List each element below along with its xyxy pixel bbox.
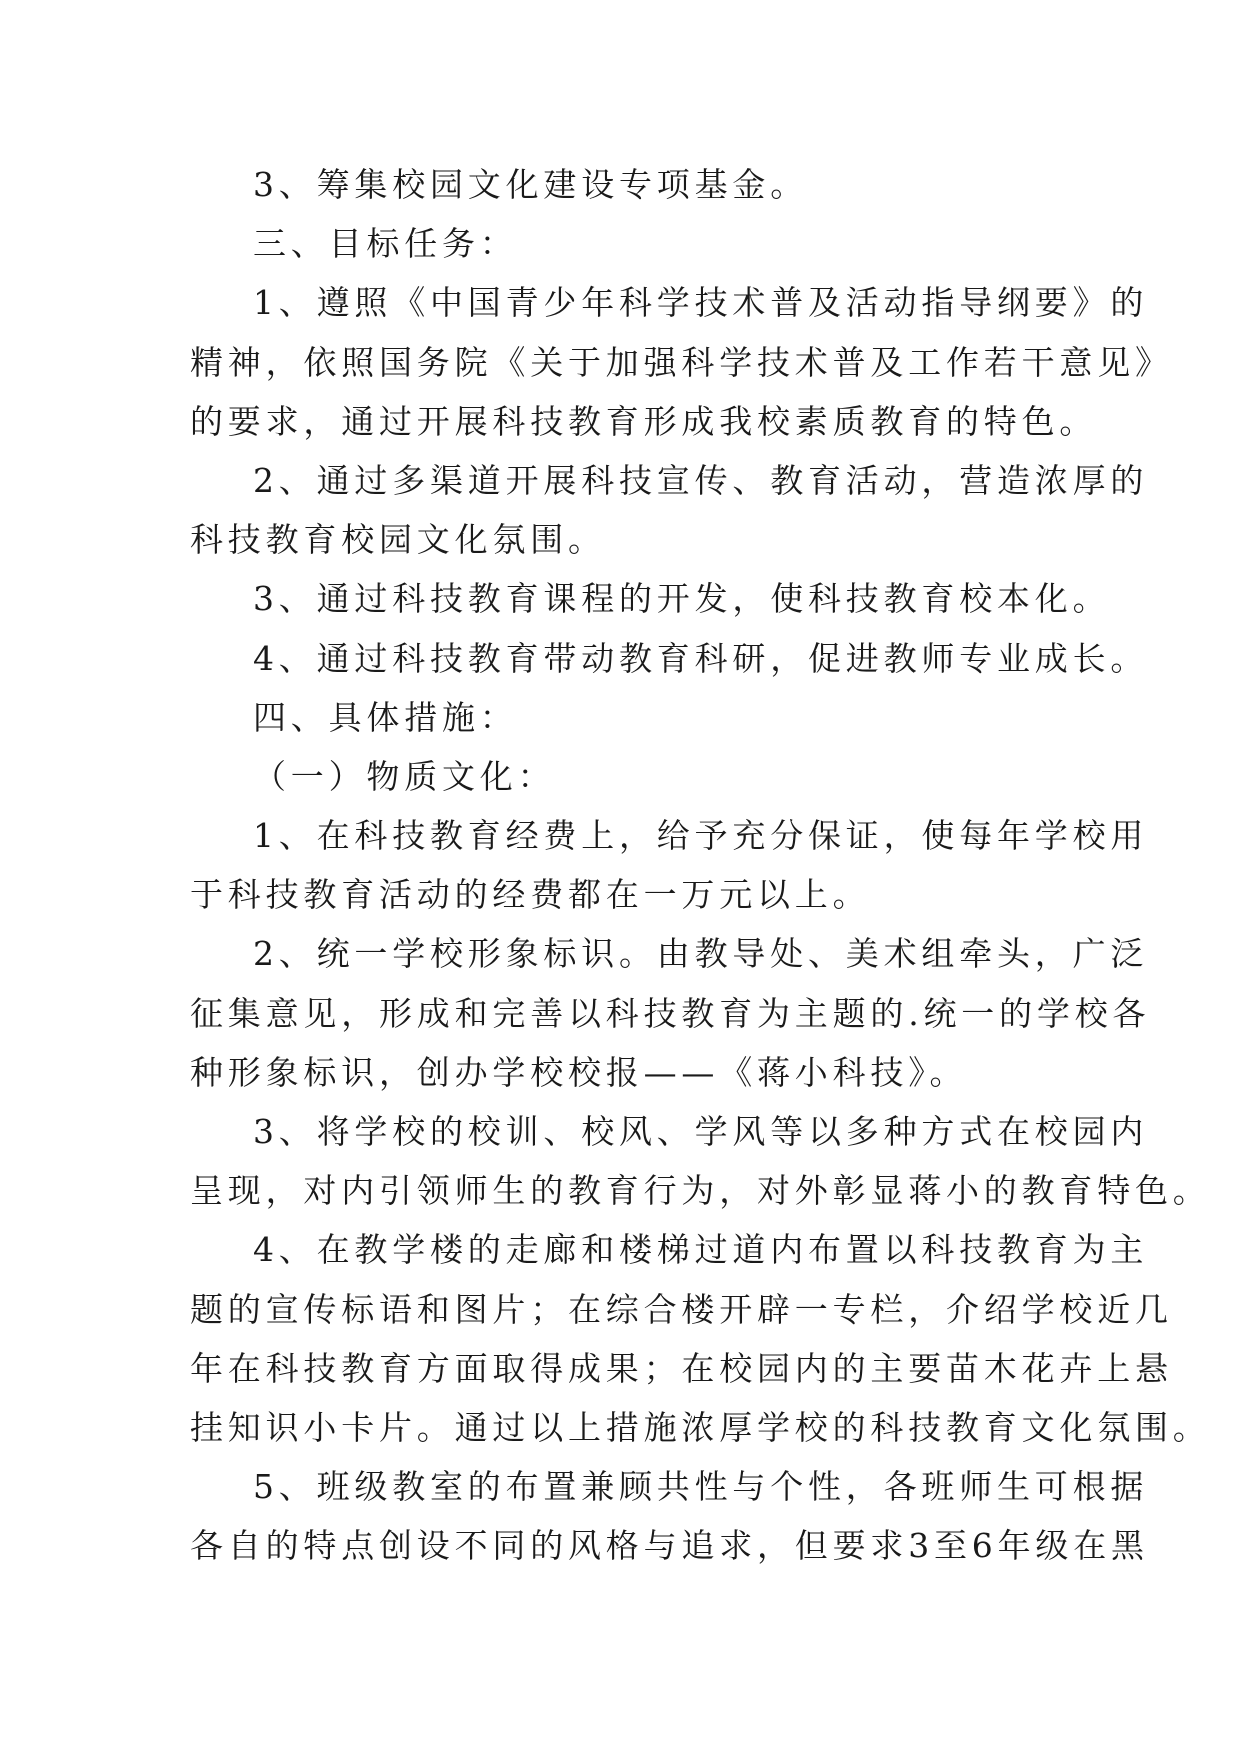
text-line: 1、在科技教育经费上，给予充分保证，使每年学校用 [253, 816, 1149, 856]
text-line: 科技教育校园文化氛围。 [190, 520, 606, 560]
text-line: 2、统一学校形象标识。由教导处、美术组牵头，广泛 [253, 934, 1149, 974]
text-line: 精神，依照国务院《关于加强科学技术普及工作若干意见》 [190, 342, 1173, 382]
text-line: 的要求，通过开展科技教育形成我校素质教育的特色。 [190, 401, 1098, 441]
text-line: 1、遵照《中国青少年科学技术普及活动指导纲要》的 [253, 283, 1149, 323]
text-line: 4、通过科技教育带动教育科研，促进教师专业成长。 [253, 638, 1149, 678]
text-line: （一）物质文化： [253, 756, 556, 796]
document-body [190, 155, 1211, 1576]
text-line: 5、班级教室的布置兼顾共性与个性，各班师生可根据 [253, 1467, 1149, 1507]
text-line: 4、在教学楼的走廊和楼梯过道内布置以科技教育为主 [253, 1230, 1149, 1270]
text-line: 呈现，对内引领师生的教育行为，对外彰显蒋小的教育特色。 [190, 1171, 1211, 1211]
text-line: 题的宣传标语和图片；在综合楼开辟一专栏，介绍学校近几 [190, 1289, 1173, 1329]
text-line: 2、通过多渠道开展科技宣传、教育活动，营造浓厚的 [253, 460, 1149, 500]
text-line: 种形象标识，创办学校校报——《蒋小科技》。 [190, 1052, 968, 1092]
text-line: 于科技教育活动的经费都在一万元以上。 [190, 875, 871, 915]
text-line: 3、将学校的校训、校风、学风等以多种方式在校园内 [253, 1112, 1149, 1151]
text-line: 3、筹集校园文化建设专项基金。 [253, 165, 808, 204]
text-line: 三、目标任务： [253, 224, 518, 264]
text-line: 年在科技教育方面取得成果；在校园内的主要苗木花卉上悬 [190, 1348, 1173, 1388]
text-line: 挂知识小卡片。通过以上措施浓厚学校的科技教育文化氛围。 [190, 1407, 1211, 1447]
text-line: 征集意见，形成和完善以科技教育为主题的.统一的学校各 [190, 993, 1151, 1033]
text-line: 3、通过科技教育课程的开发，使科技教育校本化。 [253, 579, 1111, 619]
text-line: 四、具体措施： [253, 697, 518, 737]
text-line: 各自的特点创设不同的风格与追求，但要求3至6年级在黑 [190, 1526, 1149, 1566]
